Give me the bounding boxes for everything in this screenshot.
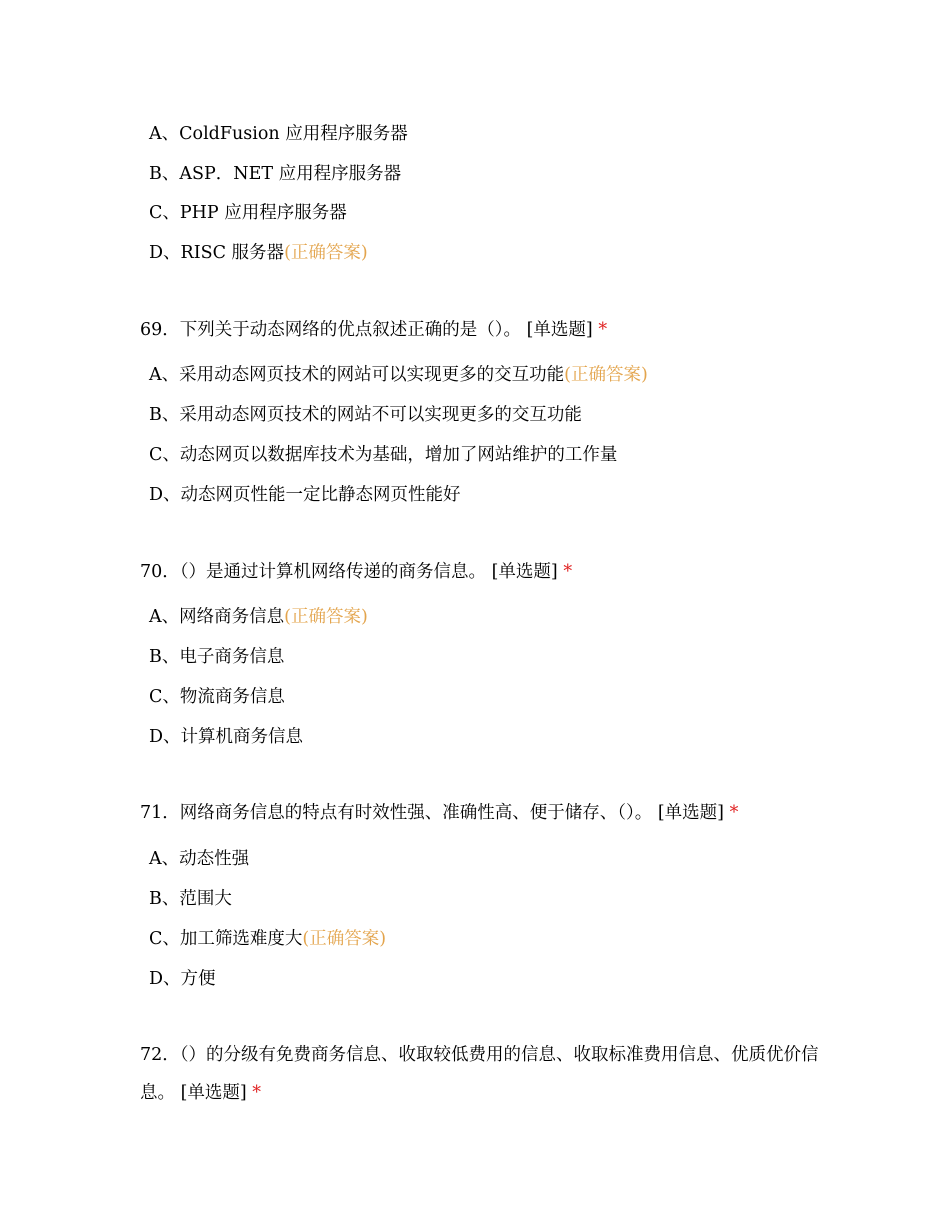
option-71-c bbox=[149, 927, 386, 951]
option-prev-a bbox=[149, 122, 408, 146]
question-69-title bbox=[140, 318, 607, 342]
option-71-b bbox=[149, 887, 232, 911]
option-text: C、PHP 应用程序服务器 bbox=[149, 203, 347, 223]
option-69-a bbox=[149, 363, 648, 387]
option-70-a bbox=[149, 605, 368, 629]
question-71-title bbox=[140, 801, 738, 825]
option-text: A、网络商务信息 bbox=[149, 607, 285, 627]
question-72-title bbox=[140, 1036, 820, 1112]
option-70-b bbox=[149, 645, 284, 669]
option-prev-b bbox=[149, 162, 401, 186]
option-prev-d bbox=[149, 241, 368, 265]
correct-answer-tag: (正确答案) bbox=[564, 365, 648, 385]
option-70-d bbox=[149, 725, 303, 749]
option-text: D、计算机商务信息 bbox=[149, 727, 304, 747]
option-text: C、动态网页以数据库技术为基础，增加了网站维护的工作量 bbox=[149, 445, 618, 465]
correct-answer-tag: (正确答案) bbox=[302, 929, 387, 949]
option-69-d bbox=[149, 483, 461, 507]
option-69-b bbox=[149, 403, 582, 427]
question-text: 71．网络商务信息的特点有时效性强、准确性高、便于储存、（）。 [单选题] bbox=[140, 803, 724, 823]
option-text: B、采用动态网页技术的网站不可以实现更多的交互功能 bbox=[149, 405, 582, 425]
option-text: A、ColdFusion 应用程序服务器 bbox=[149, 124, 408, 144]
option-text: B、ASP．NET 应用程序服务器 bbox=[149, 164, 402, 184]
required-mark: * bbox=[729, 803, 739, 823]
option-71-d bbox=[149, 967, 216, 991]
option-prev-c bbox=[149, 201, 347, 225]
option-text: B、范围大 bbox=[149, 889, 232, 909]
option-text: C、加工筛选难度大 bbox=[149, 929, 303, 949]
required-mark: * bbox=[598, 320, 608, 340]
option-text: C、物流商务信息 bbox=[149, 687, 285, 707]
option-text: A、动态性强 bbox=[149, 849, 250, 869]
option-text: D、动态网页性能一定比静态网页性能好 bbox=[149, 485, 461, 505]
question-70-title bbox=[140, 560, 572, 584]
option-text: A、采用动态网页技术的网站可以实现更多的交互功能 bbox=[149, 365, 565, 385]
required-mark: * bbox=[252, 1083, 262, 1103]
question-text: 70．（）是通过计算机网络传递的商务信息。 [单选题] bbox=[140, 562, 558, 582]
question-text: 69．下列关于动态网络的优点叙述正确的是（）。 [单选题] bbox=[140, 320, 593, 340]
option-70-c bbox=[149, 685, 285, 709]
required-mark: * bbox=[563, 562, 573, 582]
option-69-c bbox=[149, 443, 617, 467]
option-71-a bbox=[149, 847, 249, 871]
correct-answer-tag: (正确答案) bbox=[284, 607, 368, 627]
question-text: 72．（）的分级有免费商务信息、收取较低费用的信息、收取标准费用信息、优质优价信息。 [单选题] bbox=[140, 1045, 819, 1103]
option-text: D、RISC 服务器 bbox=[149, 243, 285, 263]
option-text: D、方便 bbox=[149, 969, 216, 989]
correct-answer-tag: (正确答案) bbox=[284, 243, 368, 263]
option-text: B、电子商务信息 bbox=[149, 647, 285, 667]
